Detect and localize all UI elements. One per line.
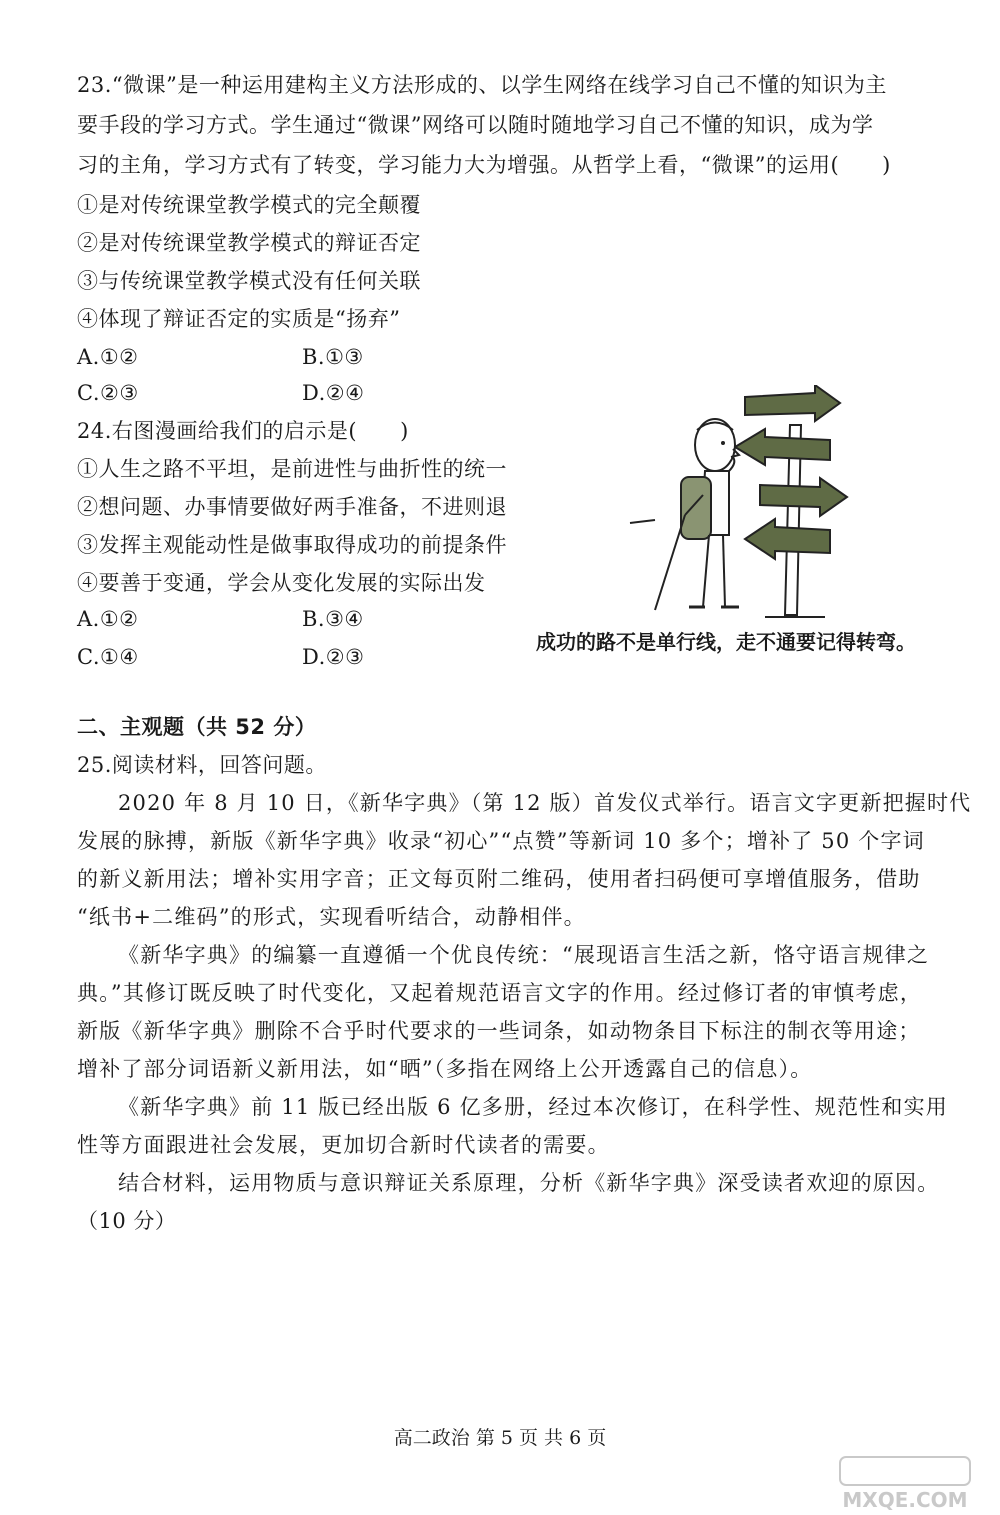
- q25-material-line-5: 《新华字典》的编纂一直遵循一个优良传统：“展现语言生活之新，恪守语言规律之: [118, 943, 930, 967]
- q25-question: 结合材料，运用物质与意识辩证关系原理，分析《新华字典》深受读者欢迎的原因。: [118, 1171, 940, 1195]
- q24-option-c: C.①④: [77, 645, 139, 669]
- cartoon-signpost-illustration: [625, 385, 855, 625]
- section-2-title: 二、主观题（共 52 分）: [77, 715, 317, 739]
- q24-statement-3: ③发挥主观能动性是做事取得成功的前提条件: [77, 533, 507, 557]
- q25-material-line-2: 发展的脉搏，新版《新华字典》收录“初心”“点赞”等新词 10 多个；增补了 50 个字词: [77, 829, 925, 853]
- q25-score: （10 分）: [77, 1209, 177, 1233]
- q24-statement-4: ④要善于变通，学会从变化发展的实际出发: [77, 571, 486, 595]
- q25-material-line-3: 的新义新用法；增补实用字音；正文每页附二维码，使用者扫码便可享增值服务，借助: [77, 867, 921, 891]
- cartoon-caption: 成功的路不是单行线，走不通要记得转弯。: [536, 630, 916, 654]
- watermark-logo: [820, 1455, 990, 1513]
- q25-material-line-4: “纸书+二维码”的形式，实现看听结合，动静相伴。: [77, 905, 586, 929]
- q25-material-line-1: 2020 年 8 月 10 日，《新华字典》（第 12 版）首发仪式举行。语言文字更新把握时代: [118, 791, 972, 815]
- q23-statement-4: ④体现了辩证否定的实质是“扬弃”: [77, 307, 401, 331]
- q24-statement-2: ②想问题、办事情要做好两手准备，不进则退: [77, 495, 507, 519]
- q23-stem-line-1: 23.“微课”是一种运用建构主义方法形成的、以学生网络在线学习自己不懂的知识为主: [77, 73, 887, 97]
- q25-material-line-10: 性等方面跟进社会发展，更加切合新时代读者的需要。: [77, 1133, 610, 1157]
- q23-stem-line-3: 习的主角，学习方式有了转变，学习能力大为增强。从哲学上看，“微课”的运用( ): [77, 153, 891, 177]
- q23-option-a: A.①②: [77, 345, 139, 369]
- q23-option-b: B.①③: [302, 345, 364, 369]
- q24-option-d: D.②③: [302, 645, 365, 669]
- q23-statement-2: ②是对传统课堂教学模式的辩证否定: [77, 231, 421, 255]
- q25-stem: 25.阅读材料，回答问题。: [77, 753, 327, 777]
- q24-stem: 24.右图漫画给我们的启示是( ): [77, 419, 409, 443]
- q24-option-a: A.①②: [77, 607, 139, 631]
- q25-material-line-6: 典。”其修订既反映了时代变化，又起着规范语言文字的作用。经过修订者的审慎考虑，: [77, 981, 923, 1005]
- q23-statement-1: ①是对传统课堂教学模式的完全颠覆: [77, 193, 421, 217]
- q25-material-line-8: 增补了部分词语新义新用法，如“晒”（多指在网络上公开透露自己的信息）。: [77, 1057, 813, 1081]
- page-footer: 高二政治 第 5 页 共 6 页: [393, 1427, 607, 1449]
- watermark-text: MXQE.COM: [842, 1488, 968, 1512]
- q23-statement-3: ③与传统课堂教学模式没有任何关联: [77, 269, 421, 293]
- q23-option-c: C.②③: [77, 381, 139, 405]
- q24-statement-1: ①人生之路不平坦，是前进性与曲折性的统一: [77, 457, 507, 481]
- q25-material-line-7: 新版《新华字典》删除不合乎时代要求的一些词条，如动物条目下标注的制衣等用途；: [77, 1019, 921, 1043]
- q25-material-line-9: 《新华字典》前 11 版已经出版 6 亿多册，经过本次修订，在科学性、规范性和实用: [118, 1095, 948, 1119]
- q23-stem-line-2: 要手段的学习方式。学生通过“微课”网络可以随时随地学习自己不懂的知识，成为学: [77, 113, 874, 137]
- q23-option-d: D.②④: [302, 381, 365, 405]
- q24-option-b: B.③④: [302, 607, 364, 631]
